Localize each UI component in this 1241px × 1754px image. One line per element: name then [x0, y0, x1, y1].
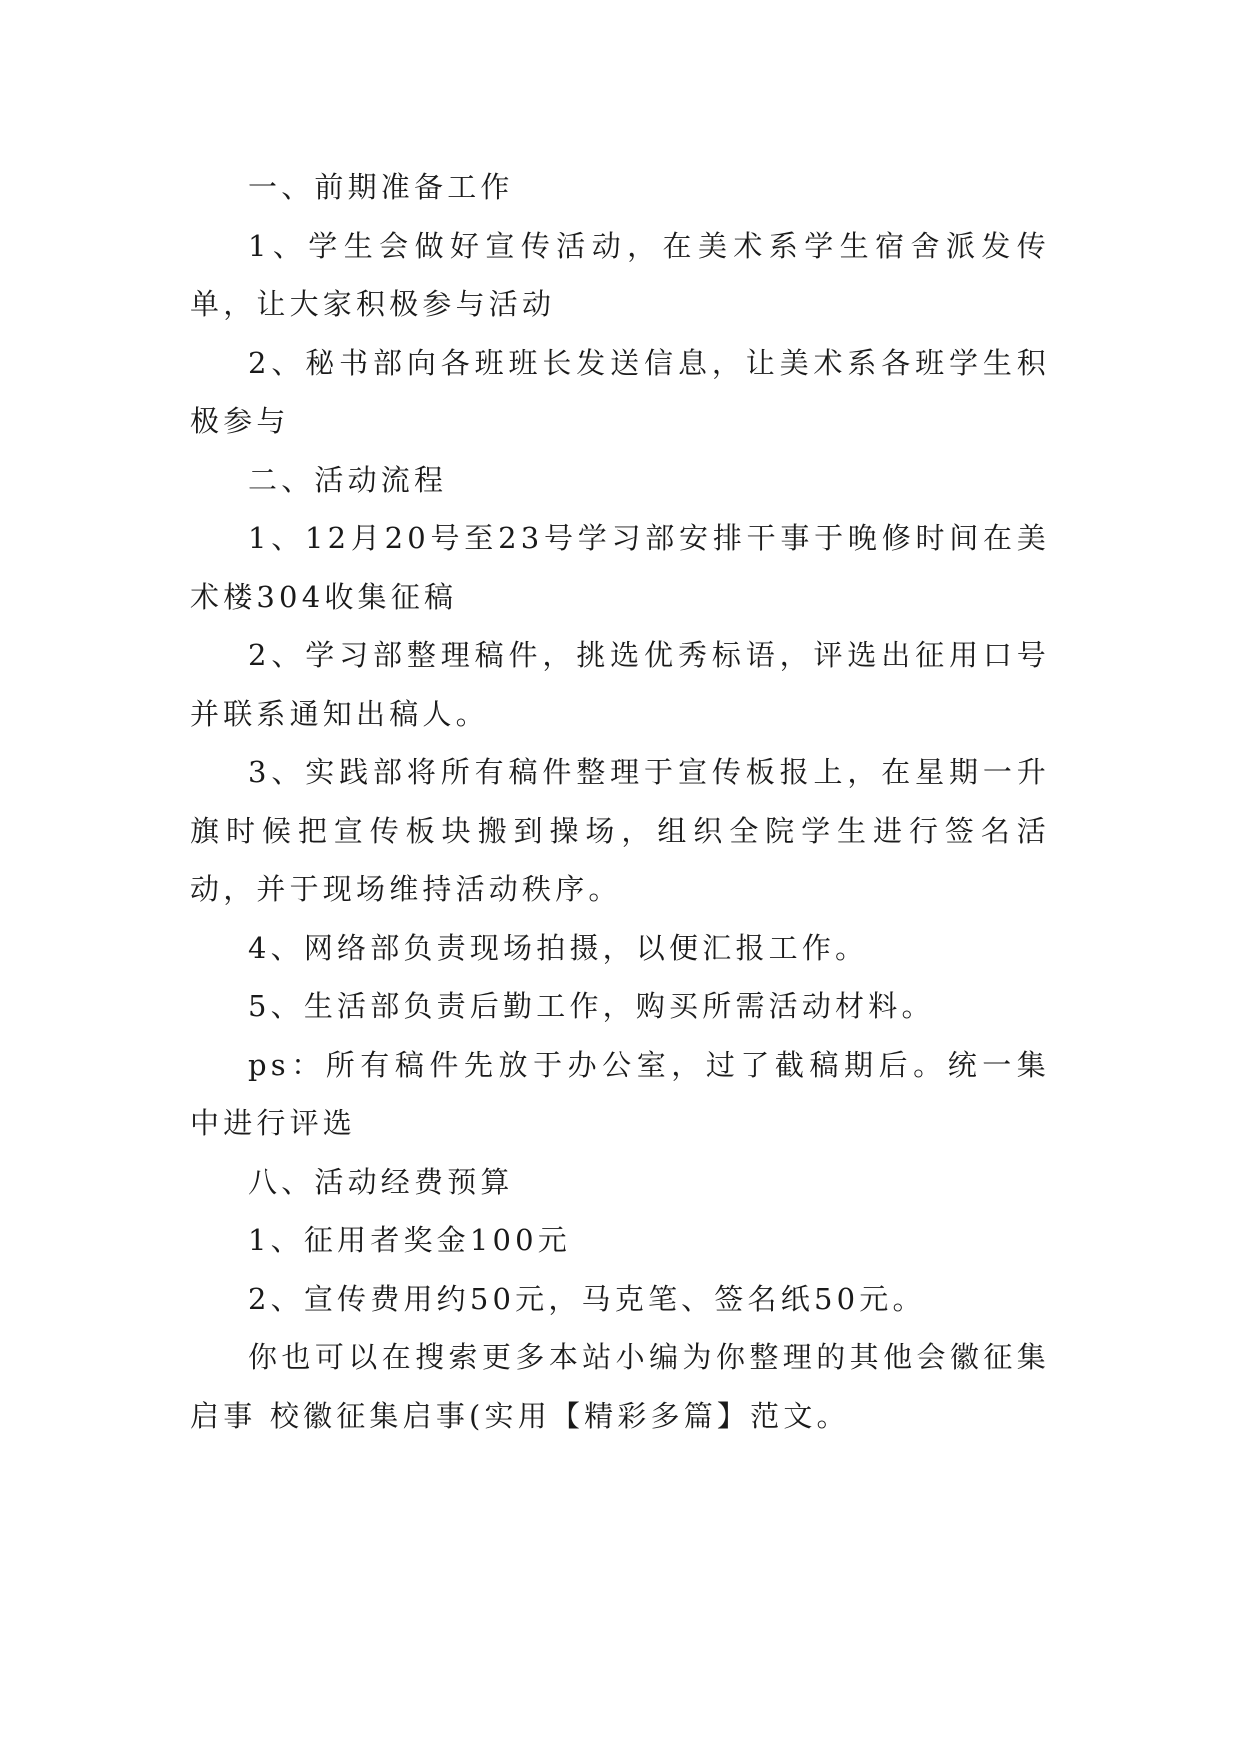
paragraph-note: ps：所有稿件先放于办公室，过了截稿期后。统一集中进行评选: [190, 1047, 1050, 1140]
section-heading-budget: 八、活动经费预算: [248, 1164, 514, 1199]
closing-paragraph: 你也可以在搜索更多本站小编为你整理的其他会徽征集启事 校徽征集启事(实用【精彩多篇】范文。: [190, 1340, 1050, 1433]
paragraph-item: 2、秘书部向各班班长发送信息，让美术系各班学生积极参与: [190, 345, 1050, 438]
paragraph-item: 1、征用者奖金100元: [248, 1223, 572, 1257]
document-body: [190, 158, 1050, 1445]
section-heading-preparation: 一、前期准备工作: [248, 170, 514, 204]
section-heading-process: 二、活动流程: [248, 462, 448, 497]
paragraph-item: 1、12月20号至23号学习部安排干事于晚修时间在美术楼304收集征稿: [190, 521, 1050, 614]
paragraph-item: 5、生活部负责后勤工作，购买所需活动材料。: [248, 989, 935, 1023]
paragraph-item: 3、实践部将所有稿件整理于宣传板报上，在星期一升旗时候把宣传板块搬到操场，组织全院学生进行签名活动，并于现场维持活动秩序。: [190, 755, 1050, 906]
paragraph-item: 4、网络部负责现场拍摄，以便汇报工作。: [248, 930, 869, 965]
paragraph-item: 2、学习部整理稿件，挑选优秀标语，评选出征用口号并联系通知出稿人。: [190, 638, 1050, 731]
paragraph-item: 2、宣传费用约50元，马克笔、签名纸50元。: [248, 1281, 926, 1316]
paragraph-item: 1、学生会做好宣传活动，在美术系学生宿舍派发传单，让大家积极参与活动: [190, 228, 1050, 321]
